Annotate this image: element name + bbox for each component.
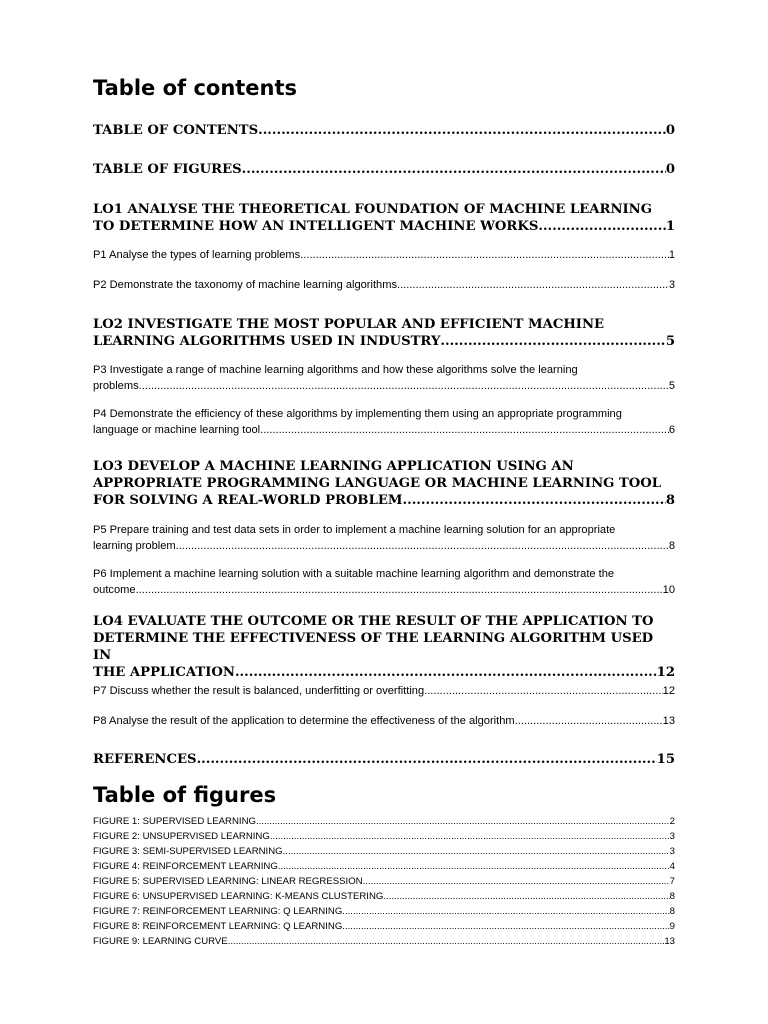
leader-dots: [139, 378, 669, 394]
figure-page-number: 8: [669, 891, 675, 902]
toc-entry[interactable]: [93, 277, 675, 293]
toc-entry[interactable]: [93, 751, 675, 768]
leader-dots: [342, 904, 669, 919]
toc-entry[interactable]: [93, 522, 675, 554]
figure-entry-text: FIGURE 5: SUPERVISED LEARNING: LINEAR REGRESSION: [93, 876, 363, 887]
leader-dots: [278, 859, 670, 874]
toc-entry-text: outcome: [93, 584, 136, 596]
toc-entry[interactable]: [93, 247, 675, 263]
figure-entry-text: FIGURE 6: UNSUPERVISED LEARNING: K-MEANS CLUSTERING: [93, 891, 384, 902]
leader-dots: [228, 934, 665, 949]
leader-dots: [235, 664, 657, 681]
toc-entry-text: TABLE OF CONTENTS: [93, 123, 259, 138]
figure-entry[interactable]: [93, 844, 675, 859]
toc-entry-text: P6 Implement a machine learning solution with a suitable machine learning algorithm and demonstrate the: [93, 568, 615, 580]
toc-entry-text: LEARNING ALGORITHMS USED IN INDUSTRY: [93, 334, 441, 349]
toc-page-number: 0: [665, 162, 675, 177]
toc-page-number: 5: [668, 380, 675, 392]
figure-page-number: 9: [669, 921, 675, 932]
toc-entry[interactable]: [93, 713, 675, 729]
figure-page-number: 3: [669, 846, 675, 857]
figure-entry-text: FIGURE 2: UNSUPERVISED LEARNING: [93, 831, 270, 842]
toc-entry-text: REFERENCES: [93, 752, 197, 767]
figure-entry[interactable]: [93, 904, 675, 919]
toc-page-number: 8: [668, 540, 675, 552]
toc-heading: Table of contents: [93, 76, 298, 100]
figure-entry[interactable]: [93, 919, 675, 934]
leader-dots: [440, 333, 665, 350]
toc-entry-text: LO4 EVALUATE THE OUTCOME OR THE RESULT OF THE APPLICATION TO: [93, 614, 654, 629]
toc-entry-text: P2 Demonstrate the taxonomy of machine learning algorithms: [93, 279, 398, 291]
figure-entry-text: FIGURE 7: REINFORCEMENT LEARNING: Q LEARNING: [93, 906, 343, 917]
figure-entry[interactable]: [93, 874, 675, 889]
toc-page-number: 6: [668, 424, 675, 436]
figure-page-number: 3: [669, 831, 675, 842]
toc-page-number: 12: [656, 665, 675, 680]
toc-entry[interactable]: [93, 122, 675, 139]
figure-entry[interactable]: [93, 814, 675, 829]
figure-entry-text: FIGURE 9: LEARNING CURVE: [93, 936, 228, 947]
toc-entry-text: LO2 INVESTIGATE THE MOST POPULAR AND EFFICIENT MACHINE: [93, 317, 605, 332]
toc-entry[interactable]: [93, 406, 675, 438]
toc-entry[interactable]: [93, 161, 675, 178]
leader-dots: [260, 422, 669, 438]
toc-entry[interactable]: [93, 201, 675, 235]
figure-entry[interactable]: [93, 829, 675, 844]
figures-list: [93, 814, 675, 949]
toc-page-number: 1: [668, 249, 675, 261]
toc-entry-text: APPROPRIATE PROGRAMMING LANGUAGE OR MACHINE LEARNING TOOL: [93, 476, 662, 491]
toc-entry-text: P4 Demonstrate the efficiency of these algorithms by implementing them using an appropriate programming: [93, 408, 622, 420]
leader-dots: [283, 844, 670, 859]
toc-entry[interactable]: [93, 566, 675, 598]
toc-entry-text: language or machine learning tool: [93, 424, 261, 436]
leader-dots: [176, 538, 669, 554]
toc-entry-text: P8 Analyse the result of the application to determine the effectiveness of the algorithm: [93, 715, 515, 727]
toc-page-number: 13: [662, 715, 675, 727]
figure-entry[interactable]: [93, 934, 675, 949]
figure-entry[interactable]: [93, 889, 675, 904]
leader-dots: [363, 874, 670, 889]
leader-dots: [197, 751, 657, 768]
leader-dots: [383, 889, 669, 904]
leader-dots: [258, 122, 666, 139]
toc-page-number: 8: [665, 493, 675, 508]
leader-dots: [300, 247, 669, 263]
figure-entry-text: FIGURE 3: SEMI-SUPERVISED LEARNING: [93, 846, 283, 857]
figure-page-number: 7: [669, 876, 675, 887]
toc-page-number: 0: [665, 123, 675, 138]
toc-entry[interactable]: [93, 316, 675, 350]
toc-entry-text: FOR SOLVING A REAL-WORLD PROBLEM: [93, 493, 403, 508]
leader-dots: [515, 713, 663, 729]
leader-dots: [342, 919, 669, 934]
toc-entry[interactable]: [93, 362, 675, 394]
toc-entry[interactable]: [93, 613, 675, 681]
toc-page-number: 10: [662, 584, 675, 596]
toc-entry-text: learning problem: [93, 540, 176, 552]
figure-page-number: 2: [669, 816, 675, 827]
figure-entry-text: FIGURE 8: REINFORCEMENT LEARNING: Q LEARNING: [93, 921, 343, 932]
toc-entry-text: P1 Analyse the types of learning problems: [93, 249, 301, 261]
leader-dots: [403, 492, 666, 509]
toc-entry-text: P3 Investigate a range of machine learning algorithms and how these algorithms solve the learning: [93, 364, 578, 376]
figure-entry-text: FIGURE 4: REINFORCEMENT LEARNING: [93, 861, 278, 872]
toc-entry-text: LO3 DEVELOP A MACHINE LEARNING APPLICATION USING AN: [93, 459, 574, 474]
leader-dots: [270, 829, 670, 844]
leader-dots: [136, 582, 663, 598]
toc-entry-text: THE APPLICATION: [93, 665, 235, 680]
leader-dots: [538, 218, 665, 235]
figure-entry-text: FIGURE 1: SUPERVISED LEARNING: [93, 816, 256, 827]
leader-dots: [424, 683, 663, 699]
toc-page-number: 5: [665, 334, 675, 349]
figure-page-number: 4: [669, 861, 675, 872]
leader-dots: [256, 814, 670, 829]
toc-entry-text: TABLE OF FIGURES: [93, 162, 242, 177]
toc-page-number: 1: [665, 219, 675, 234]
figures-heading: Table of figures: [93, 783, 277, 807]
toc-entry-text: problems: [93, 380, 139, 392]
toc-entry-text: P7 Discuss whether the result is balanced, underfitting or overfitting: [93, 685, 425, 697]
leader-dots: [397, 277, 669, 293]
toc-page-number: 15: [656, 752, 675, 767]
leader-dots: [242, 161, 666, 178]
toc-entry[interactable]: [93, 683, 675, 699]
toc-entry-text: P5 Prepare training and test data sets in order to implement a machine learning solution for an appropriate: [93, 524, 616, 536]
toc-entry-text: TO DETERMINE HOW AN INTELLIGENT MACHINE WORKS: [93, 219, 539, 234]
figure-entry[interactable]: [93, 859, 675, 874]
toc-page-number: 12: [662, 685, 675, 697]
figure-page-number: 8: [669, 906, 675, 917]
toc-entry-text: LO1 ANALYSE THE THEORETICAL FOUNDATION OF MACHINE LEARNING: [93, 202, 652, 217]
toc-entry-text: DETERMINE THE EFFECTIVENESS OF THE LEARNING ALGORITHM USED IN: [93, 631, 654, 663]
figure-page-number: 13: [664, 936, 675, 947]
toc-page-number: 3: [668, 279, 675, 291]
toc-entry[interactable]: [93, 458, 675, 509]
